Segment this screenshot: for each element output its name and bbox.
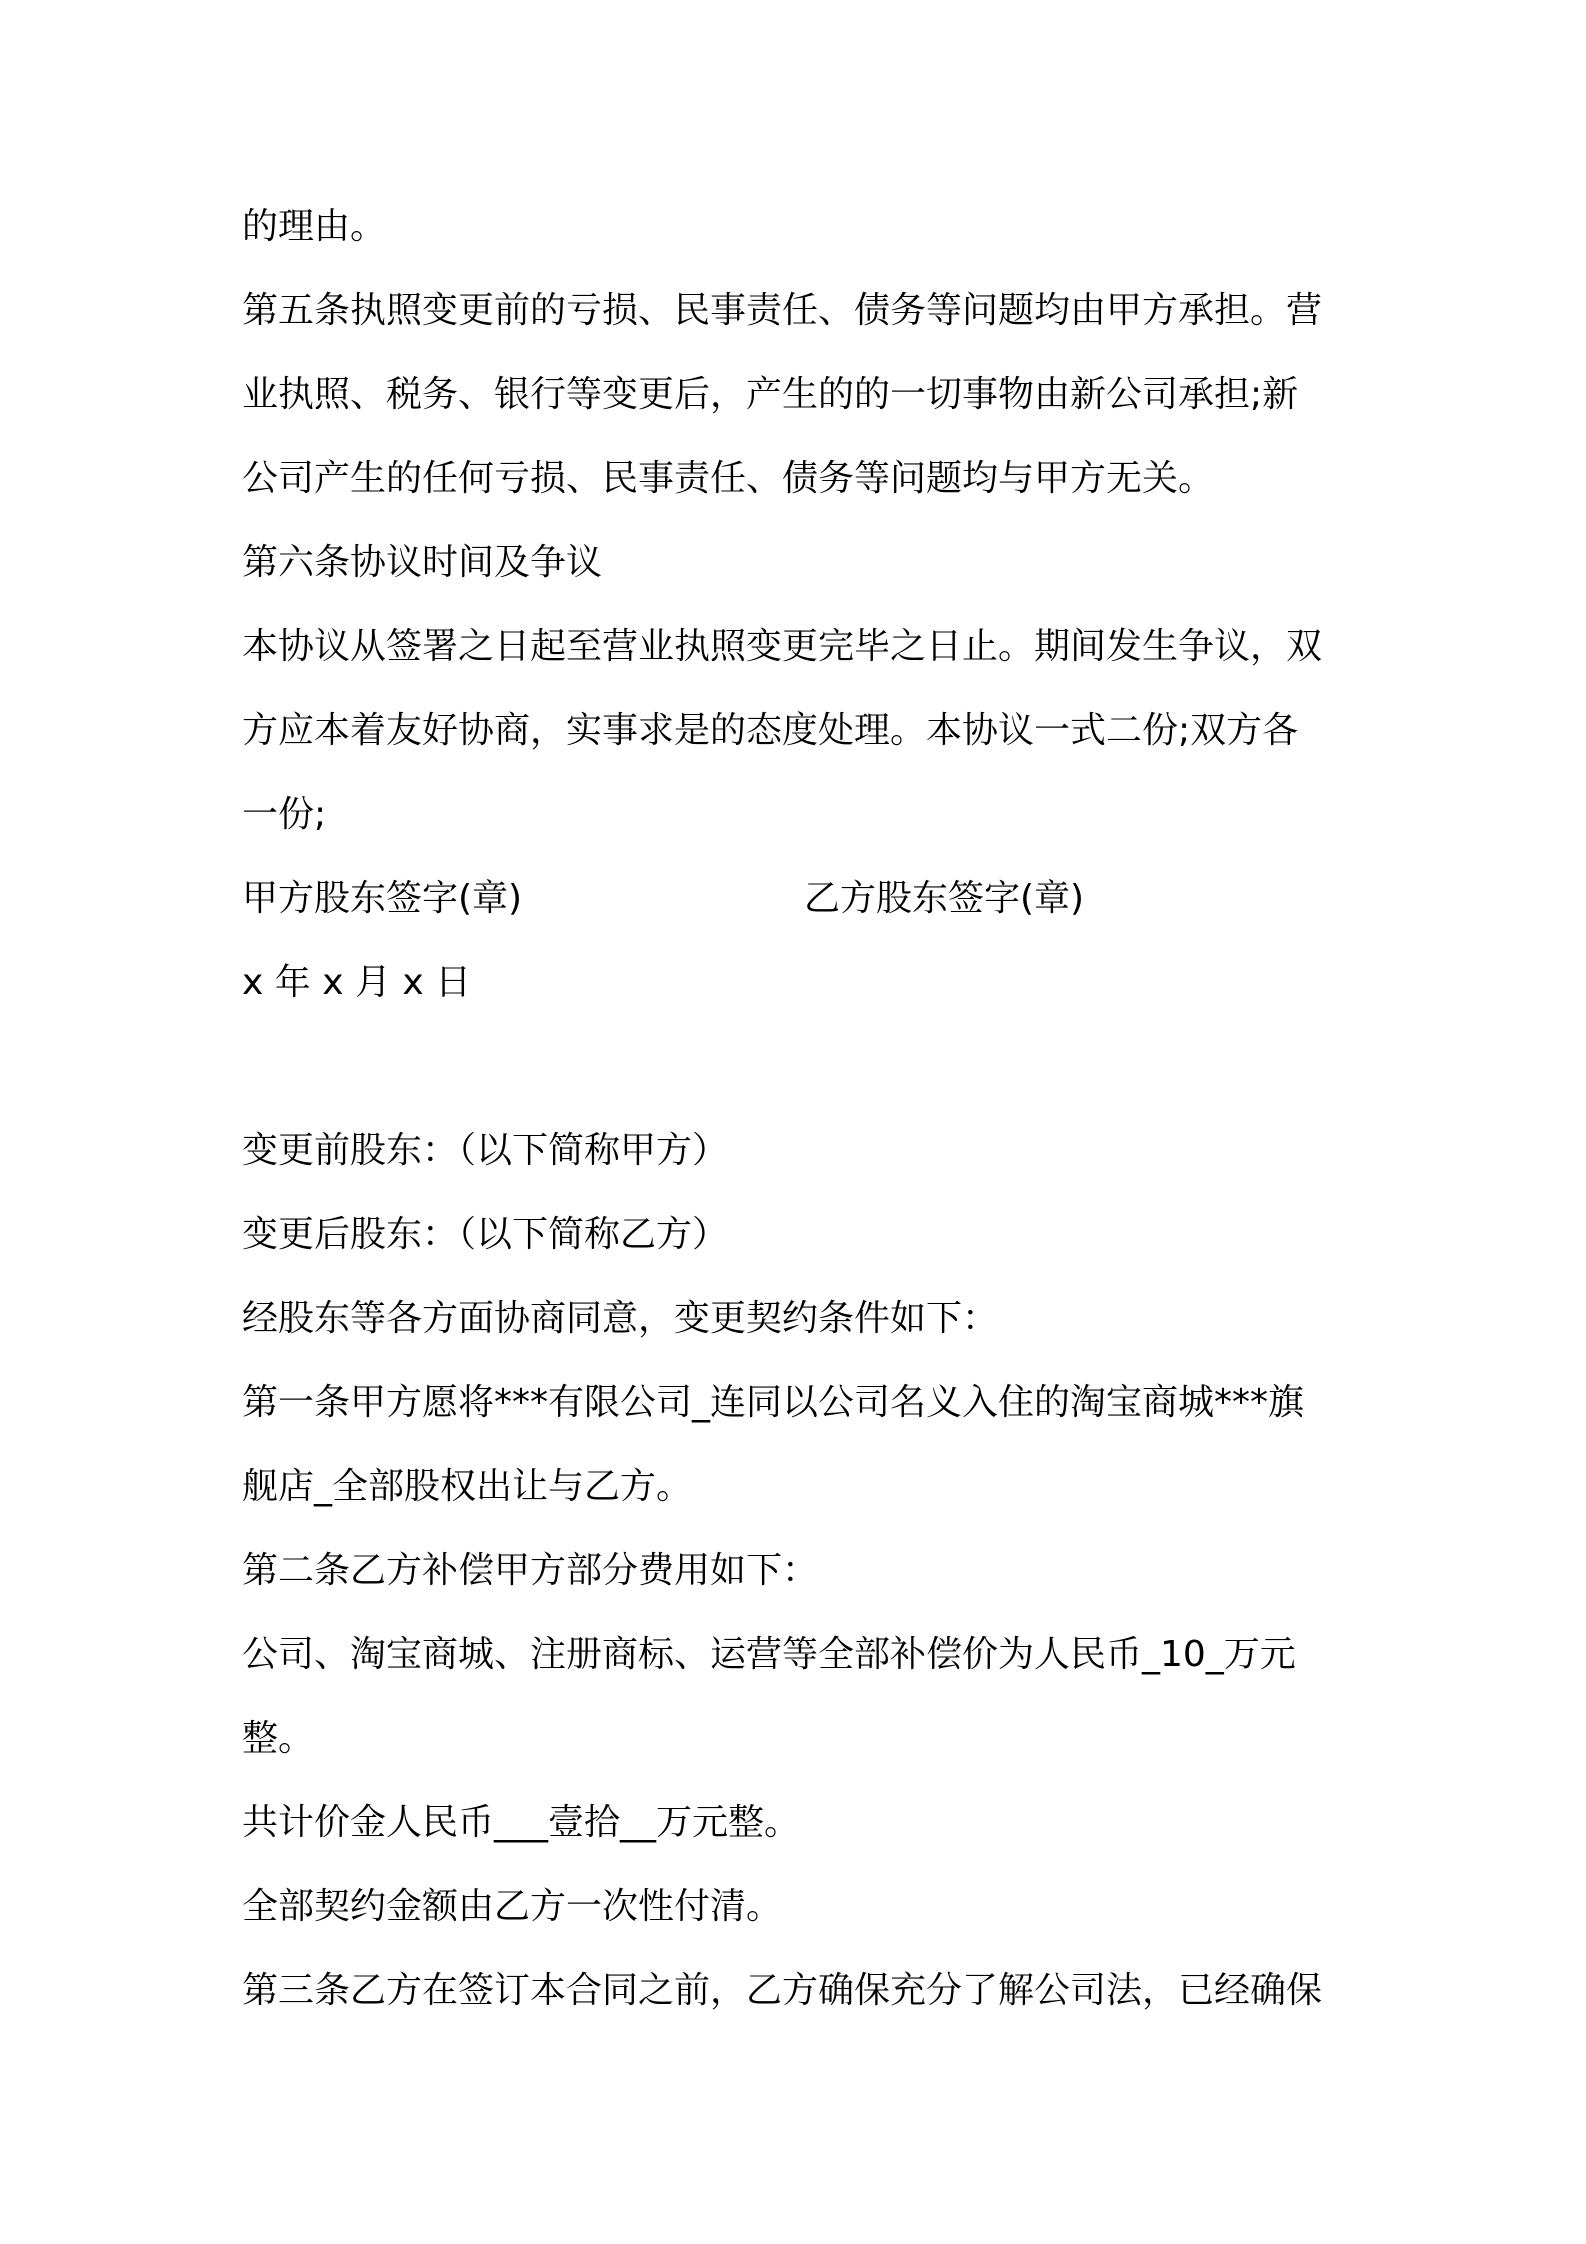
text-line: 变更前股东：（以下简称甲方） — [242, 1130, 729, 1171]
text-line: 共计价金人民币___壹拾__万元整。 — [242, 1802, 801, 1843]
text-line: 公司、淘宝商城、注册商标、运营等全部补偿价为人民币_10_万元 — [242, 1634, 1296, 1675]
text-line: 变更后股东：（以下简称乙方） — [242, 1214, 729, 1255]
text-line: 公司产生的任何亏损、民事责任、债务等问题均与甲方无关。 — [242, 458, 1215, 499]
section-heading: 第六条协议时间及争议 — [242, 542, 603, 583]
text-line: 业执照、税务、银行等变更后，产生的的一切事物由新公司承担;新 — [242, 374, 1299, 415]
text-line: 方应本着友好协商，实事求是的态度处理。本协议一式二份;双方各 — [242, 710, 1299, 751]
text-line: 一份; — [242, 794, 327, 835]
text-line: 全部契约金额由乙方一次性付清。 — [242, 1886, 783, 1927]
date-line: x 年 x 月 x 日 — [242, 962, 472, 1003]
signature-right: 乙方股东签字(章) — [804, 878, 1085, 919]
text-line: 第五条执照变更前的亏损、民事责任、债务等问题均由甲方承担。营 — [242, 290, 1323, 331]
text-line: 第三条乙方在签订本合同之前，乙方确保充分了解公司法，已经确保 — [242, 1970, 1323, 2011]
text-line: 本协议从签署之日起至营业执照变更完毕之日止。期间发生争议，双 — [242, 626, 1323, 667]
text-line: 的理由。 — [242, 206, 387, 247]
text-line: 舰店_全部股权出让与乙方。 — [242, 1466, 693, 1507]
text-line: 第二条乙方补偿甲方部分费用如下： — [242, 1550, 819, 1591]
signature-left: 甲方股东签字(章) — [242, 878, 523, 919]
text-line: 整。 — [242, 1718, 315, 1759]
text-line: 经股东等各方面协商同意，变更契约条件如下： — [242, 1298, 999, 1339]
text-line: 第一条甲方愿将***有限公司_连同以公司名义入住的淘宝商城***旗 — [242, 1382, 1305, 1423]
